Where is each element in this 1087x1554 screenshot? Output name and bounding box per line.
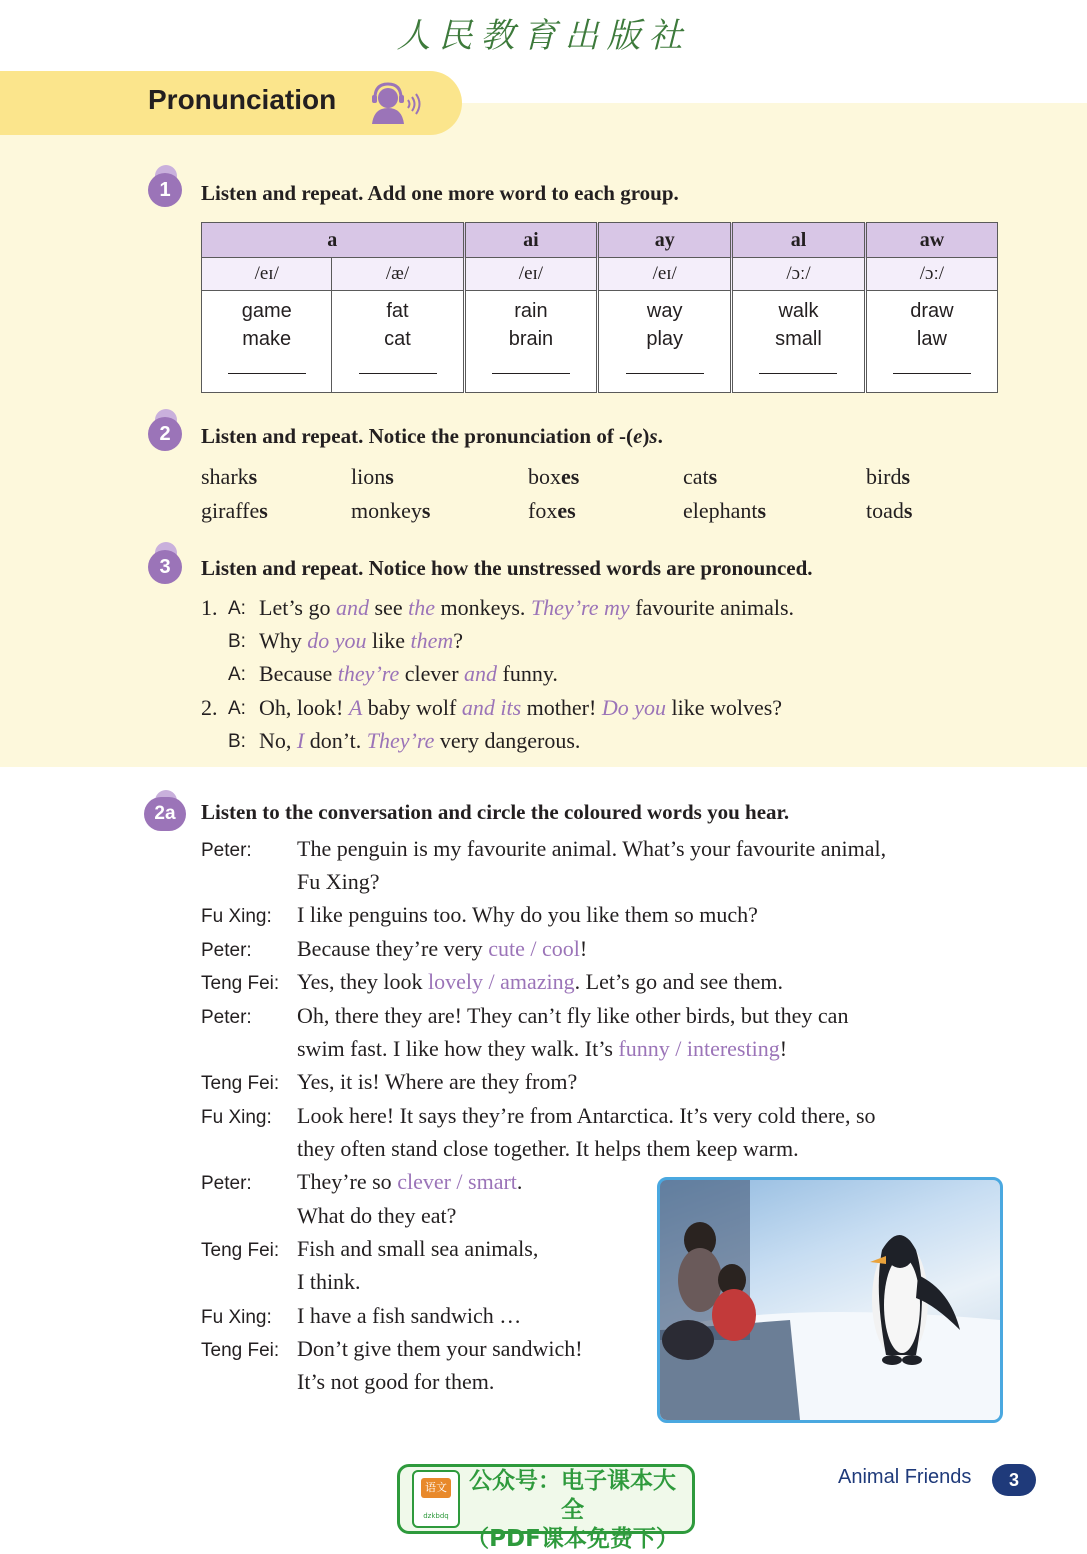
- book-icon: [412, 1470, 460, 1528]
- exercise-instruction: Listen and repeat. Notice the pronunciation of -(e)s.: [201, 424, 663, 448]
- word-group: [464, 291, 598, 393]
- dialogue-line: Look here! It says they’re from Antarctica. It’s very cold there, so: [297, 1103, 876, 1128]
- plural-word: lions: [351, 464, 394, 489]
- speaker-label: Fu Xing:: [201, 906, 272, 927]
- plural-word: cats: [683, 464, 718, 489]
- speaker-label: A:: [228, 598, 246, 619]
- word-choice[interactable]: clever / smart: [397, 1169, 517, 1194]
- answer-blank[interactable]: [492, 363, 570, 374]
- dialogue-line: Because they’re very cute / cool!: [297, 936, 588, 961]
- table-word: rain: [514, 300, 548, 322]
- publisher-logo: 人民教育出版社: [396, 16, 691, 56]
- dialogue-number: 2.: [201, 695, 218, 720]
- plural-word: foxes: [528, 498, 576, 523]
- speaker-label: A:: [228, 664, 246, 685]
- speaker-label: Peter:: [201, 840, 252, 861]
- speaker-label: Peter:: [201, 1173, 252, 1194]
- table-word: way: [646, 300, 683, 322]
- speaker-label: B:: [228, 731, 246, 752]
- speaker-label: Teng Fei:: [201, 1073, 280, 1094]
- table-word: small: [775, 328, 822, 350]
- plural-word: monkeys: [351, 498, 431, 523]
- table-header: a: [202, 223, 465, 258]
- dialogue-line: Oh, look! A baby wolf and its mother! Do you like wolves?: [259, 695, 783, 720]
- ipa-cell: /ɔː/: [865, 258, 997, 291]
- word-choice[interactable]: lovely / amazing: [428, 969, 575, 994]
- table-word: brain: [508, 328, 554, 350]
- book-icon-label: 语文: [421, 1478, 451, 1498]
- word-group: [332, 291, 464, 393]
- dialogue-line: They’re so clever / smart.: [297, 1169, 523, 1194]
- answer-blank[interactable]: [626, 363, 704, 374]
- table-header: ai: [464, 223, 598, 258]
- plural-word: boxes: [528, 464, 580, 489]
- dialogue-line: What do they eat?: [297, 1203, 457, 1228]
- exercise-instruction: Listen and repeat. Add one more word to each group.: [201, 181, 679, 205]
- word-group: [865, 291, 997, 393]
- ipa-cell: /eɪ/: [464, 258, 598, 291]
- table-header: ay: [598, 223, 732, 258]
- unit-title: Animal Friends: [838, 1466, 972, 1488]
- ipa-cell: /æ/: [332, 258, 464, 291]
- book-icon-caption: dzkbdq: [423, 1512, 449, 1520]
- dialogue-line: I have a fish sandwich …: [297, 1303, 522, 1328]
- dialogue-line: The penguin is my favourite animal. What’s your favourite animal,: [297, 836, 887, 861]
- table-word: fat: [386, 300, 409, 322]
- table-word: walk: [778, 300, 819, 322]
- speaker-label: Peter:: [201, 1007, 252, 1028]
- speaker-label: Fu Xing:: [201, 1107, 272, 1128]
- dialogue-line: Don’t give them your sandwich!: [297, 1336, 583, 1361]
- dialogue-line: Oh, there they are! They can’t fly like other birds, but they can: [297, 1003, 849, 1028]
- penguin-photo: [657, 1177, 1003, 1423]
- dialogue-line: Fish and small sea animals,: [297, 1236, 539, 1261]
- ipa-cell: /eɪ/: [202, 258, 332, 291]
- table-header: aw: [865, 223, 997, 258]
- table-header: al: [732, 223, 866, 258]
- exercise-number-badge: 1: [148, 173, 182, 207]
- dialogue-line: I think.: [297, 1269, 361, 1294]
- plural-word: birds: [866, 464, 911, 489]
- plural-word: giraffes: [201, 498, 268, 523]
- penguin-illustration: [660, 1180, 1000, 1420]
- page-number: 3: [992, 1464, 1036, 1496]
- dialogue-line: they often stand close together. It helps them keep warm.: [297, 1136, 799, 1161]
- table-word: cat: [384, 328, 411, 350]
- promo-line: 公众号：电子课本大全: [469, 1468, 676, 1523]
- dialogue-line: It’s not good for them.: [297, 1369, 495, 1394]
- table-word: draw: [910, 300, 954, 322]
- ipa-cell: /eɪ/: [598, 258, 732, 291]
- phonics-table: [201, 222, 998, 393]
- table-word: play: [646, 328, 684, 350]
- ipa-cell: /ɔː/: [732, 258, 866, 291]
- plural-word: elephants: [683, 498, 767, 523]
- dialogue-line: swim fast. I like how they walk. It’s funny / interesting!: [297, 1036, 788, 1061]
- table-word: make: [242, 328, 292, 350]
- word-group: [598, 291, 732, 393]
- answer-blank[interactable]: [759, 363, 837, 374]
- speaker-label: Teng Fei:: [201, 1240, 280, 1261]
- speaker-label: Peter:: [201, 940, 252, 961]
- speaker-label: Teng Fei:: [201, 973, 280, 994]
- exercise-number-badge: 3: [148, 550, 182, 584]
- plural-word: sharks: [201, 464, 258, 489]
- exercise-instruction: Listen and repeat. Notice how the unstressed words are pronounced.: [201, 556, 813, 580]
- dialogue-line: No, I don’t. They’re very dangerous.: [259, 728, 581, 753]
- dialogue-line: Why do you like them?: [259, 628, 464, 653]
- exercise-instruction: Listen to the conversation and circle the coloured words you hear.: [201, 800, 790, 824]
- headset-speaker-icon: [366, 82, 422, 126]
- table-word: law: [916, 328, 947, 350]
- dialogue-number: 1.: [201, 595, 218, 620]
- word-group: [732, 291, 866, 393]
- answer-blank[interactable]: [893, 363, 971, 374]
- dialogue-line: I like penguins too. Why do you like them so much?: [297, 902, 758, 927]
- table-word: game: [241, 300, 292, 322]
- speaker-label: Teng Fei:: [201, 1340, 280, 1361]
- dialogue-line: Fu Xing?: [297, 869, 380, 894]
- speaker-label: B:: [228, 631, 246, 652]
- speaker-label: Fu Xing:: [201, 1307, 272, 1328]
- dialogue-line: Because they’re clever and funny.: [259, 661, 558, 686]
- answer-blank[interactable]: [228, 363, 306, 374]
- word-choice[interactable]: cute / cool: [488, 936, 580, 961]
- speaker-label: A:: [228, 698, 246, 719]
- word-choice[interactable]: funny / interesting: [618, 1036, 780, 1061]
- section-title: Pronunciation: [148, 84, 337, 115]
- dialogue-line: Let’s go and see the monkeys. They’re my favourite animals.: [259, 595, 795, 620]
- exercise-number-badge: 2: [148, 417, 182, 451]
- word-group: [202, 291, 332, 393]
- promo-line: （PDF课本免费下）: [466, 1526, 679, 1552]
- dialogue-line: Yes, they look lovely / amazing. Let’s go and see them.: [297, 969, 783, 994]
- dialogue-line: Yes, it is! Where are they from?: [297, 1069, 578, 1094]
- plural-word: toads: [866, 498, 913, 523]
- exercise-number-badge: 2a: [144, 797, 186, 831]
- answer-blank[interactable]: [359, 363, 437, 374]
- promo-text: [465, 1467, 680, 1554]
